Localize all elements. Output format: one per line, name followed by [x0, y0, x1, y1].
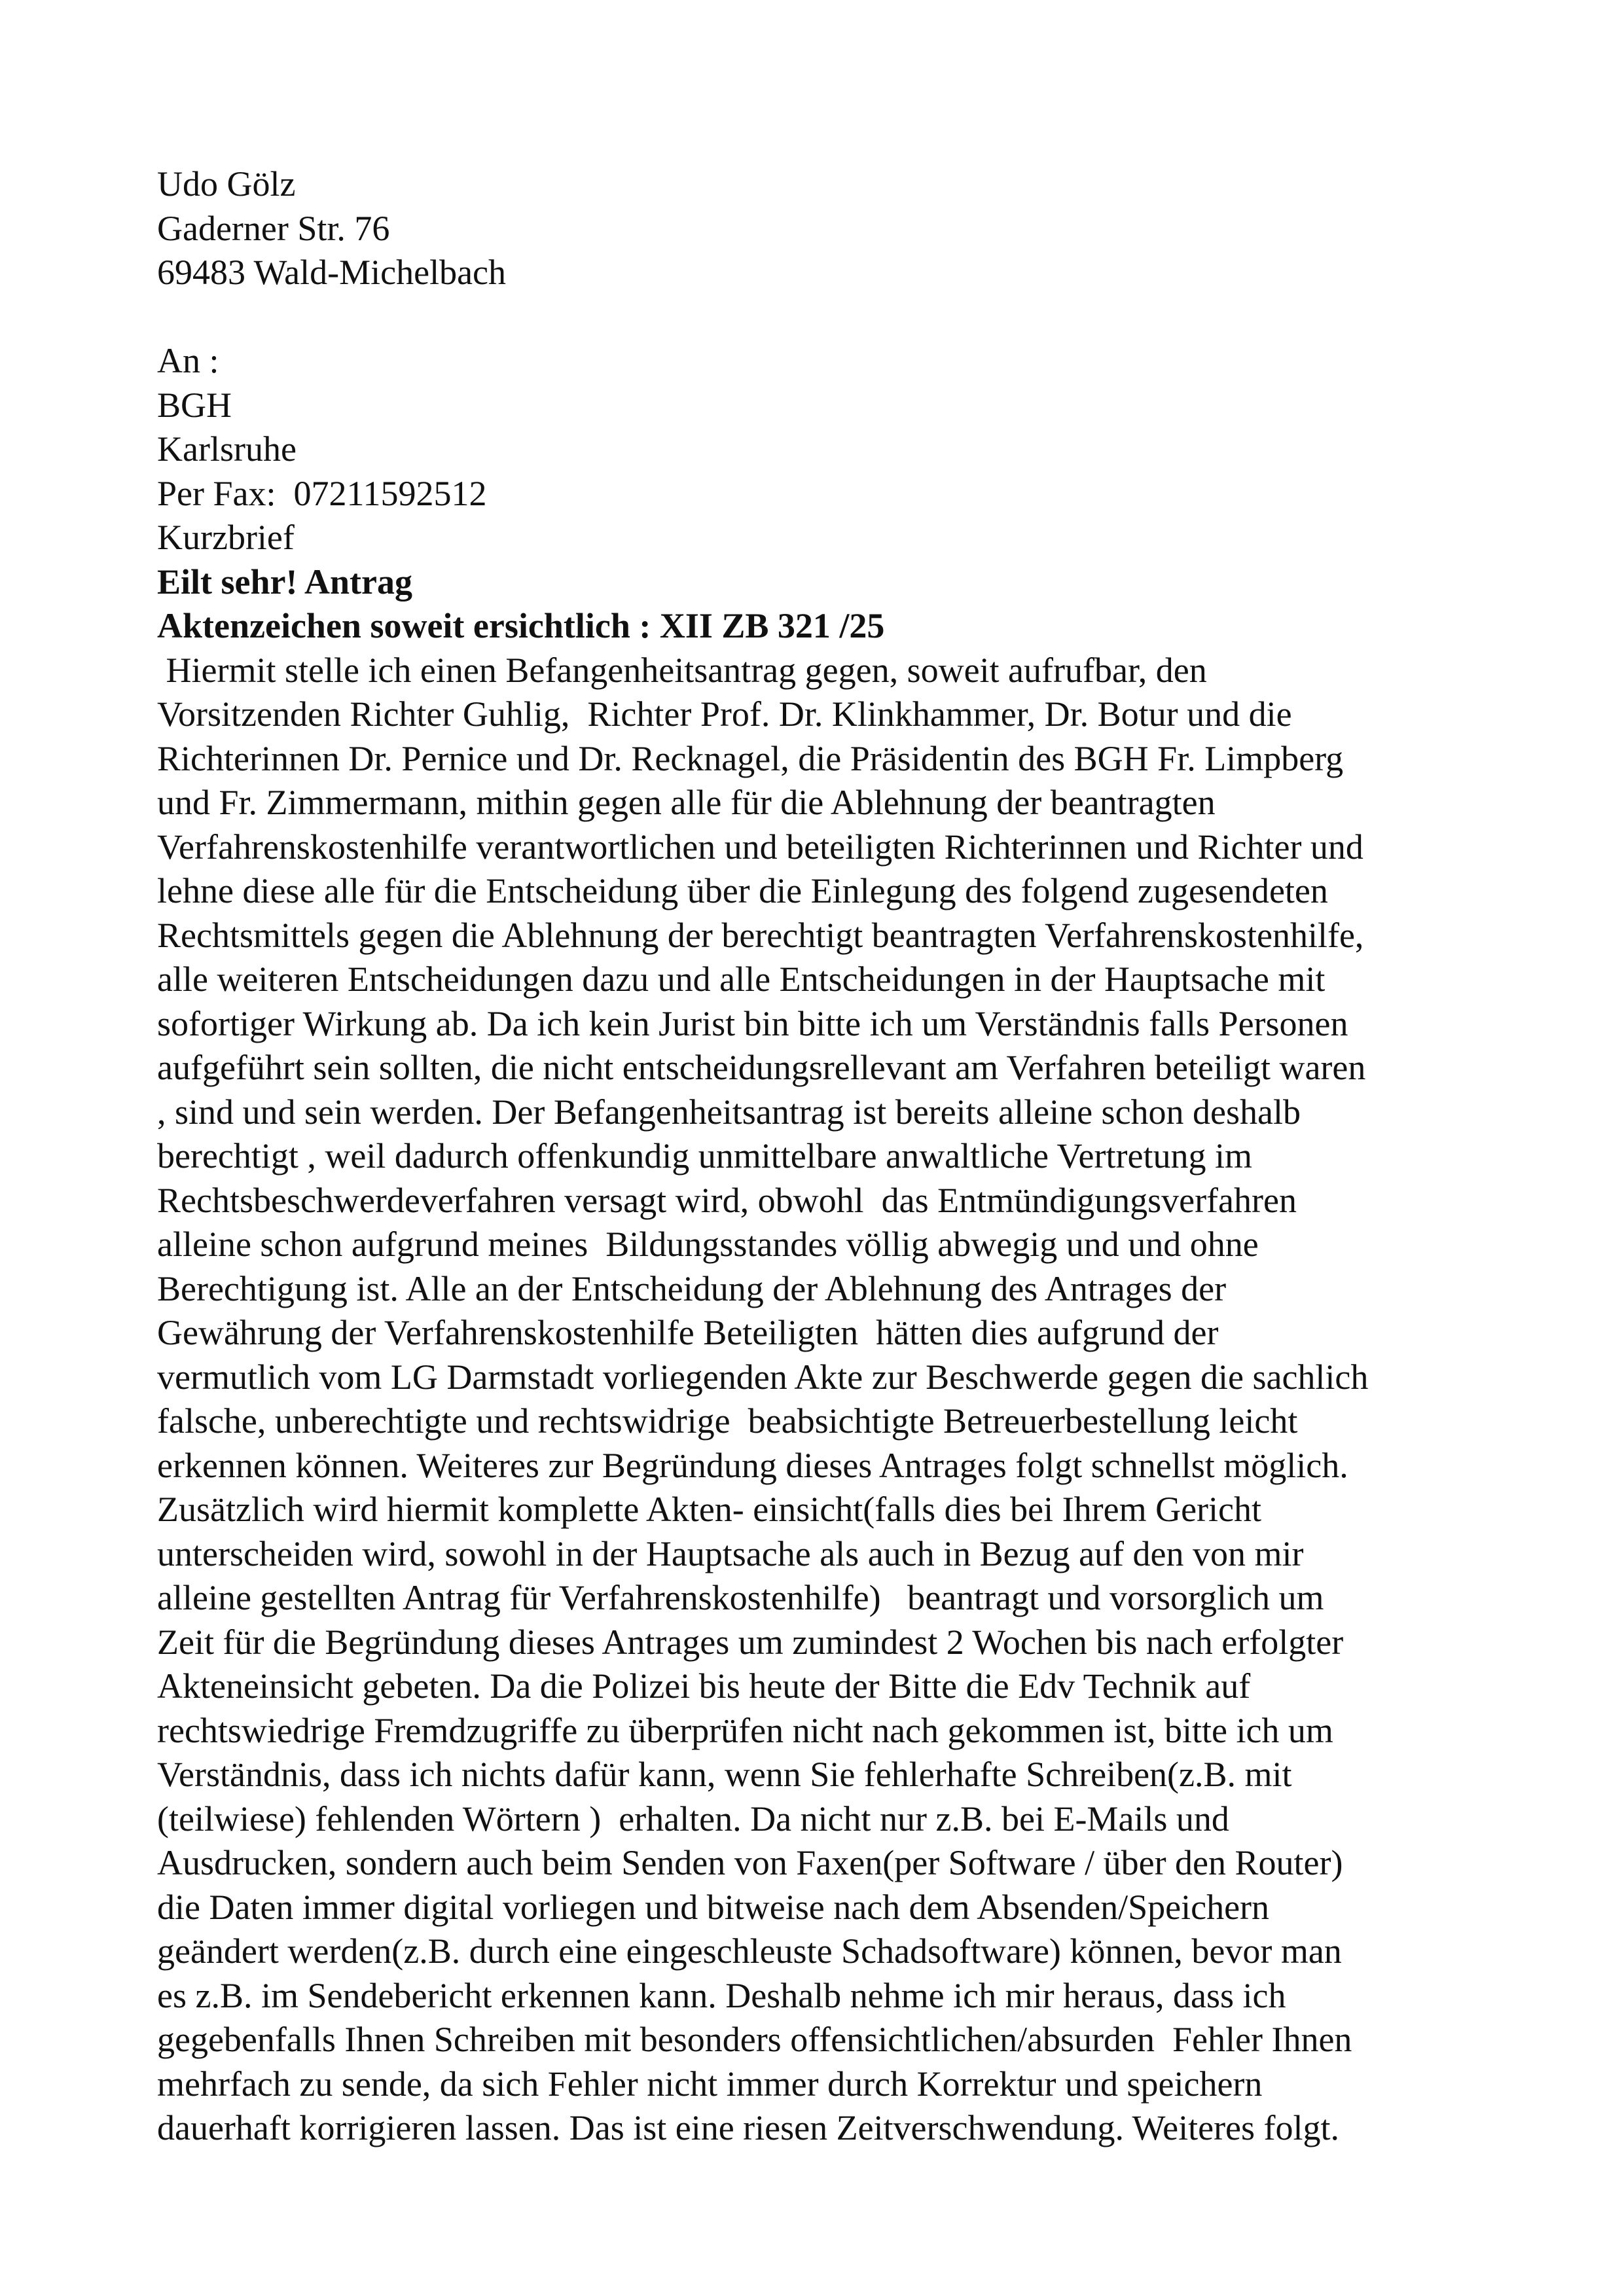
letter-page [157, 162, 1506, 2151]
subject-urgent: Eilt sehr! Antrag [157, 562, 412, 601]
body-line: vermutlich vom LG Darmstadt vorliegenden Akte zur Beschwerde gegen die sachlich [157, 1357, 1369, 1397]
body-line: falsche, unberechtigte und rechtswidrige beabsichtigte Betreuerbestellung leicht [157, 1401, 1298, 1441]
body-line: Vorsitzenden Richter Guhlig, Richter Prof. Dr. Klinkhammer, Dr. Botur und die [157, 694, 1292, 734]
body-line: alleine schon aufgrund meines Bildungsstandes völlig abwegig und und ohne [157, 1225, 1259, 1264]
body-line: (teilwiese) fehlenden Wörtern ) erhalten. Da nicht nur z.B. bei E-Mails und [157, 1799, 1229, 1839]
body-line: Verständnis, dass ich nichts dafür kann, wenn Sie fehlerhafte Schreiben(z.B. mit [157, 1755, 1292, 1794]
recipient-city: Karlsruhe [157, 429, 297, 469]
body-line: es z.B. im Sendebericht erkennen kann. Deshalb nehme ich mir heraus, dass ich [157, 1975, 1286, 2015]
sender-block [157, 162, 1506, 295]
body-line: Berechtigung ist. Alle an der Entscheidung der Ablehnung des Antrages der [157, 1268, 1227, 1308]
body-line: mehrfach zu sende, da sich Fehler nicht immer durch Korrektur und speichern [157, 2064, 1263, 2104]
body-line: geändert werden(z.B. durch eine eingeschleuste Schadsoftware) können, bevor man [157, 1931, 1342, 1971]
body-line: gegebenfalls Ihnen Schreiben mit besonders offensichtlichen/absurden Fehler Ihnen [157, 2020, 1352, 2059]
body-line: alleine gestellten Antrag für Verfahrenskostenhilfe) beantragt und vorsorglich um [157, 1578, 1324, 1617]
recipient-prefix: An : [157, 341, 219, 380]
body-line: Hiermit stelle ich einen Befangenheitsantrag gegen, soweit aufrufbar, den [157, 650, 1207, 690]
recipient-block [157, 339, 1506, 560]
body-line: Zusätzlich wird hiermit komplette Akten- einsicht(falls dies bei Ihrem Gericht [157, 1490, 1261, 1529]
body-line: aufgeführt sein sollten, die nicht entscheidungsrellevant am Verfahren beteiligt waren [157, 1048, 1366, 1087]
sender-street: Gaderner Str. 76 [157, 208, 390, 248]
letter-type: Kurzbrief [157, 518, 295, 557]
body-line: lehne diese alle für die Entscheidung über die Einlegung des folgend zugesendeten [157, 871, 1328, 910]
body-line: Ausdrucken, sondern auch beim Senden von Faxen(per Software / über den Router) [157, 1843, 1343, 1882]
letter-body [157, 649, 1506, 2151]
body-line: Akteneinsicht gebeten. Da die Polizei bis heute der Bitte die Edv Technik auf [157, 1666, 1251, 1706]
recipient-fax: Per Fax: 07211592512 [157, 473, 487, 513]
body-line: Gewährung der Verfahrenskostenhilfe Beteiligten hätten dies aufgrund der [157, 1313, 1219, 1352]
body-line: , sind und sein werden. Der Befangenheitsantrag ist bereits alleine schon deshalb [157, 1092, 1301, 1132]
body-line: alle weiteren Entscheidungen dazu und alle Entscheidungen in der Hauptsache mit [157, 960, 1326, 999]
subject-reference: Aktenzeichen soweit ersichtlich : XII ZB 321 /25 [157, 606, 885, 645]
body-line: erkennen können. Weiteres zur Begründung dieses Antrages folgt schnellst möglich. [157, 1445, 1348, 1485]
body-line: Zeit für die Begründung dieses Antrages um zumindest 2 Wochen bis nach erfolgter [157, 1622, 1344, 1662]
body-line: Rechtsbeschwerdeverfahren versagt wird, obwohl das Entmündigungsverfahren [157, 1180, 1297, 1220]
sender-name: Udo Gölz [157, 164, 296, 204]
body-line: dauerhaft korrigieren lassen. Das ist eine riesen Zeitverschwendung. Weiteres folgt. [157, 2108, 1340, 2147]
sender-city: 69483 Wald-Michelbach [157, 253, 507, 292]
body-line: Richterinnen Dr. Pernice und Dr. Recknagel, die Präsidentin des BGH Fr. Limpberg [157, 738, 1344, 778]
subject-block [157, 560, 1506, 649]
body-line: Verfahrenskostenhilfe verantwortlichen und beteiligten Richterinnen und Richter und [157, 827, 1363, 867]
body-line: berechtigt , weil dadurch offenkundig unmittelbare anwaltliche Vertretung im [157, 1136, 1252, 1175]
recipient-court: BGH [157, 385, 232, 425]
body-line: und Fr. Zimmermann, mithin gegen alle für die Ablehnung der beantragten [157, 783, 1216, 822]
body-line: unterscheiden wird, sowohl in der Hauptsache als auch in Bezug auf den von mir [157, 1534, 1304, 1573]
body-line: sofortiger Wirkung ab. Da ich kein Jurist bin bitte ich um Verständnis falls Personen [157, 1003, 1348, 1043]
spacer [157, 295, 1506, 340]
body-line: rechtswiedrige Fremdzugriffe zu überprüfen nicht nach gekommen ist, bitte ich um [157, 1710, 1333, 1750]
body-line: die Daten immer digital vorliegen und bitweise nach dem Absenden/Speichern [157, 1887, 1270, 1927]
body-line: Rechtsmittels gegen die Ablehnung der berechtigt beantragten Verfahrenskostenhilfe, [157, 915, 1364, 955]
